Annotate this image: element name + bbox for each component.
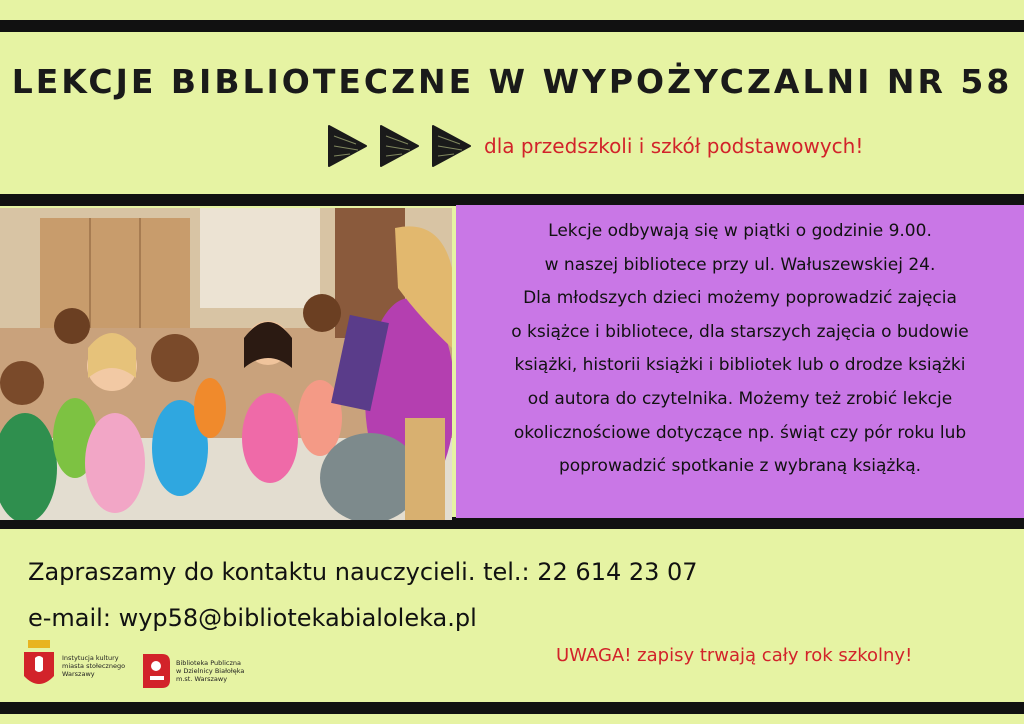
info-line: o książce i bibliotece, dla starszych zajęcia o budowie <box>511 321 969 342</box>
subtitle: dla przedszkoli i szkół podstawowych! <box>484 134 864 158</box>
triangle-arrow-icon <box>430 124 472 168</box>
info-line: książki, historii książki i bibliotek lub o drodze książki <box>514 355 966 376</box>
warsaw-crest-icon <box>22 640 56 692</box>
info-line: poprowadzić spotkanie z wybraną książką. <box>558 456 922 477</box>
page-title: LEKCJE BIBLIOTECZNE W WYPOŻYCZALNI NR 58 <box>11 62 1013 101</box>
info-line: okolicznościowe dotyczące np. świąt czy pór roku lub <box>513 422 967 443</box>
info-line: w naszej bibliotece przy ul. Wałuszewskiej 24. <box>544 254 936 275</box>
top-stripe <box>0 20 1024 32</box>
info-line: od autora do czytelnika. Możemy też zrobić lekcje <box>527 388 953 409</box>
contact-invite: Zapraszamy do kontaktu nauczycieli. tel.: 22 614 23 07 <box>28 558 698 586</box>
info-line: Dla młodszych dzieci możemy poprowadzić zajęcia <box>523 288 957 309</box>
triangle-arrow-icon <box>378 124 420 168</box>
bottom-stripe <box>0 702 1024 714</box>
arrow-group <box>326 124 472 168</box>
children-photo <box>0 208 452 520</box>
notice-text: UWAGA! zapisy trwają cały rok szkolny! <box>556 645 913 666</box>
info-line: Lekcje odbywają się w piątki o godzinie 9.00. <box>548 221 932 241</box>
library-logo-icon <box>140 652 170 690</box>
warsaw-logo-text: Instytucja kultury miasta stołecznego Warszawy <box>62 654 126 678</box>
triangle-arrow-icon <box>326 124 368 168</box>
warsaw-logo <box>22 640 134 692</box>
info-box <box>456 205 1024 518</box>
contact-email[interactable]: e-mail: wyp58@bibliotekabialoleka.pl <box>28 604 477 632</box>
library-logo <box>140 652 248 690</box>
library-logo-text: Biblioteka Publiczna w Dzielnicy Białołęka m.st. Warszawy <box>176 659 245 683</box>
